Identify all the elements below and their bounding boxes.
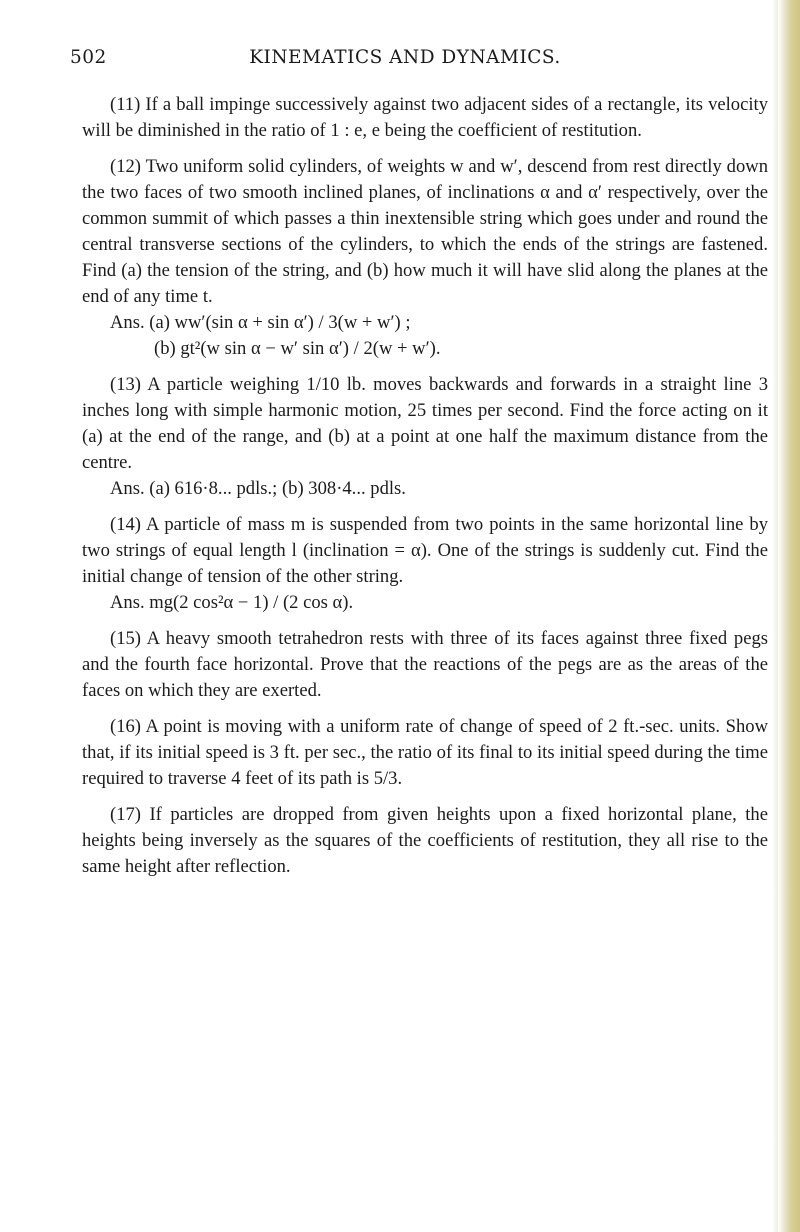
problem-13: (13) A particle weighing 1/10 lb. moves backwards and forwards in a straight line 3 inches long with simple harmonic motion, 25 times per second. Find the force acting on it (a) at the end of the range, and (b) at a point at one half the maximum distance from the centre. <box>82 374 768 473</box>
page-number: 502 <box>70 47 107 68</box>
problem-14: (14) A particle of mass m is suspended from two points in the same horizontal line by two strings of equal length l (inclination = α). One of the strings is suddenly cut. Find the initial change of tension of the other string. <box>82 514 768 587</box>
page-header <box>70 47 740 77</box>
problem-15: (15) A heavy smooth tetrahedron rests with three of its faces against three fixed pegs and the fourth face horizontal. Prove that the reactions of the pegs are as the areas of the faces on which they are exerted. <box>82 628 768 701</box>
answer-12a: Ans. (a) ww′(sin α + sin α′) / 3(w + w′) ; <box>110 312 411 333</box>
answer-14: Ans. mg(2 cos²α − 1) / (2 cos α). <box>110 592 354 613</box>
problem-16: (16) A point is moving with a uniform rate of change of speed of 2 ft.-sec. units. Show that, if its initial speed is 3 ft. per sec., the ratio of its final to its initial speed during the time required to traverse 4 feet of its path is 5/3. <box>82 716 768 789</box>
problem-12: (12) Two uniform solid cylinders, of weights w and w′, descend from rest directly down the two faces of two smooth inclined planes, of inclinations α and α′ respectively, over the common summit of which passes a thin inextensible string which goes under and round the central transverse sections of the cylinders, to which the ends of the strings are fastened. Find (a) the tension of the string, and (b) how much it will have slid along the planes at the end of any time t. <box>82 156 768 307</box>
page-content <box>82 92 768 890</box>
running-title: KINEMATICS AND DYNAMICS. <box>249 47 561 68</box>
page-edge <box>778 0 800 1232</box>
answer-12b: (b) gt²(w sin α − w′ sin α′) / 2(w + w′). <box>154 338 441 359</box>
problem-11: (11) If a ball impinge successively against two adjacent sides of a rectangle, its velocity will be diminished in the ratio of 1 : e, e being the coefficient of restitution. <box>82 94 768 141</box>
problem-17: (17) If particles are dropped from given heights upon a fixed horizontal plane, the heights being inversely as the squares of the coefficients of restitution, they all rise to the same height after reflection. <box>82 804 768 877</box>
answer-13: Ans. (a) 616·8... pdls.; (b) 308·4... pdls. <box>110 478 406 499</box>
